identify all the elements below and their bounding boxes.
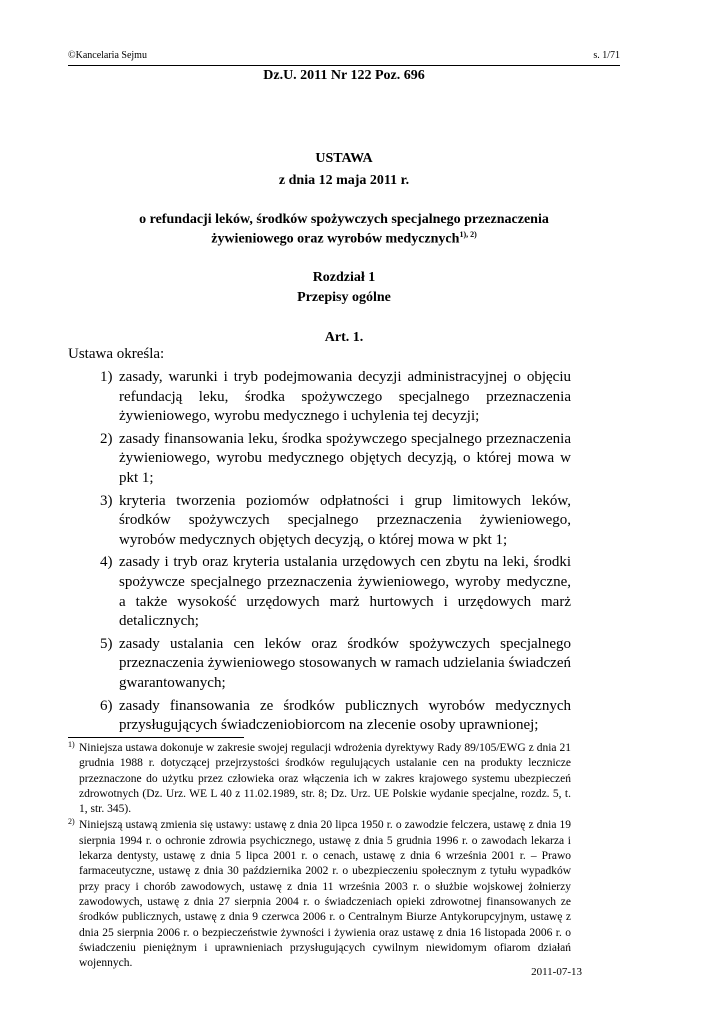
article-items-list bbox=[100, 368, 571, 739]
list-item bbox=[100, 553, 571, 631]
footnote-mark: 1) bbox=[68, 740, 75, 749]
footnote-mark: 2) bbox=[68, 817, 75, 827]
act-date: z dnia 12 maja 2011 r. bbox=[278, 173, 410, 188]
footnote bbox=[68, 741, 571, 817]
footnotes-section bbox=[68, 741, 571, 972]
item-number: 2) bbox=[100, 430, 113, 447]
item-number: 4) bbox=[100, 554, 113, 571]
header-page-number: s. 1/71 bbox=[593, 50, 620, 61]
footnote bbox=[68, 818, 571, 971]
article-intro: Ustawa określa: bbox=[68, 346, 165, 362]
item-text: zasady finansowania ze środków publicznych wyrobów medycznych przysługujących świadczeniobiorcom na zlecenie osoby uprawnionej; bbox=[119, 697, 571, 734]
act-subject-line-1: o refundacji leków, środków spożywczych specjalnego przeznaczenia bbox=[139, 212, 549, 227]
footnote-separator bbox=[68, 737, 244, 738]
item-text: zasady, warunki i tryb podejmowania decyzji administracyjnej o objęciu refundacją leku, środka spożywczego specjalnego przeznaczenia żywieniowego, wyrobu medycznego i uchylenia tej decyzji; bbox=[119, 369, 571, 425]
subject-footnote-refs: 1), 2) bbox=[459, 230, 477, 239]
article-label: Art. 1. bbox=[324, 330, 364, 345]
act-type-heading: USTAWA bbox=[315, 151, 373, 166]
list-item bbox=[100, 430, 571, 489]
item-number: 5) bbox=[100, 635, 113, 652]
footer-date: 2011-07-13 bbox=[531, 966, 582, 978]
header-publisher: ©Kancelaria Sejmu bbox=[68, 50, 147, 61]
footnote-text: Niniejszą ustawą zmienia się ustawy: ustawę z dnia 20 lipca 1950 r. o zawodzie felczera, ustawę z dnia 19 sierpnia 1994 r. o ochronie zdrowia psychicznego, ustawę z dnia 5 grudnia 1996 r. o zawodach lekarza i lekarza dentysty, ustawę z dnia 5 lipca 2001 r. o cenach, ustawę z dnia 6 września 2001 r. – Prawo farmaceutyczne, ustawę z dnia 30 października 2002 r. o ubezpieczeniu społecznym z tytułu wypadków przy pracy i chorób zawodowych, ustawę z dnia 11 września 2003 r. o służbie wojskowej żołnierzy zawodowych, ustawę z dnia 27 sierpnia 2004 r. o świadczeniach opieki zdrowotnej finansowanych ze środków publicznych, ustawę z dnia 9 czerwca 2006 r. o Centralnym Biurze Antykorupcyjnym, ustawę z dnia 25 sierpnia 2006 r. o bezpieczeństwie żywności i żywienia oraz ustawę z dnia 16 listopada 2006 r. o świadczeniu pieniężnym i uprawnieniach przysługujących cywilnym niewidomym ofiarom działań wojennych. bbox=[79, 819, 571, 970]
footnote-text: Niniejsza ustawa dokonuje w zakresie swojej regulacji wdrożenia dyrektywy Rady 89/105/EWG z dnia 21 grudnia 1988 r. dotyczącej przejrzystości środków regulujących ustalanie cen na produkty lecznicze przeznaczone do użytku przez człowieka oraz włączenia ich w zakres krajowego systemu ubezpieczeń zdrowotnych (Dz. Urz. WE L 40 z 11.02.1989, str. 8; Dz. Urz. UE Polskie wydanie specjalne, rozdz. 5, t. 1, str. 345). bbox=[79, 742, 571, 816]
list-item bbox=[100, 635, 571, 694]
act-subject-text: żywieniowego oraz wyrobów medycznych bbox=[211, 231, 460, 247]
chapter-number: Rozdział 1 bbox=[312, 270, 376, 285]
doc-reference: Dz.U. 2011 Nr 122 Poz. 696 bbox=[263, 68, 425, 83]
page-header bbox=[68, 48, 620, 66]
chapter-name: Przepisy ogólne bbox=[297, 290, 391, 305]
item-number: 6) bbox=[100, 697, 113, 714]
item-text: kryteria tworzenia poziomów odpłatności i grup limitowych leków, środków spożywczych specjalnego przeznaczenia żywieniowego, wyrobów medycznych objętych decyzją, o której mowa w pkt 1; bbox=[119, 492, 571, 548]
item-text: zasady ustalania cen leków oraz środków spożywczych specjalnego przeznaczenia żywieniowego stosowanych w ramach udzielania świadczeń gwarantowanych; bbox=[119, 635, 571, 691]
list-item bbox=[100, 697, 571, 736]
item-number: 1) bbox=[100, 369, 113, 385]
item-text: zasady finansowania leku, środka spożywczego specjalnego przeznaczenia żywieniowego, wyrobu medycznego objętych decyzją, o której mowa w pkt 1; bbox=[119, 430, 571, 486]
act-subject-line-2 bbox=[68, 230, 620, 248]
item-number: 3) bbox=[100, 492, 113, 509]
item-text: zasady i tryb oraz kryteria ustalania urzędowych cen zbytu na leki, środki spożywcze specjalnego przeznaczenia żywieniowego, wyroby medyczne, a także wysokość urzędowych marż hurtowych i urzędowych marż detalicznych; bbox=[119, 554, 571, 630]
list-item bbox=[100, 492, 571, 551]
list-item bbox=[100, 368, 571, 427]
